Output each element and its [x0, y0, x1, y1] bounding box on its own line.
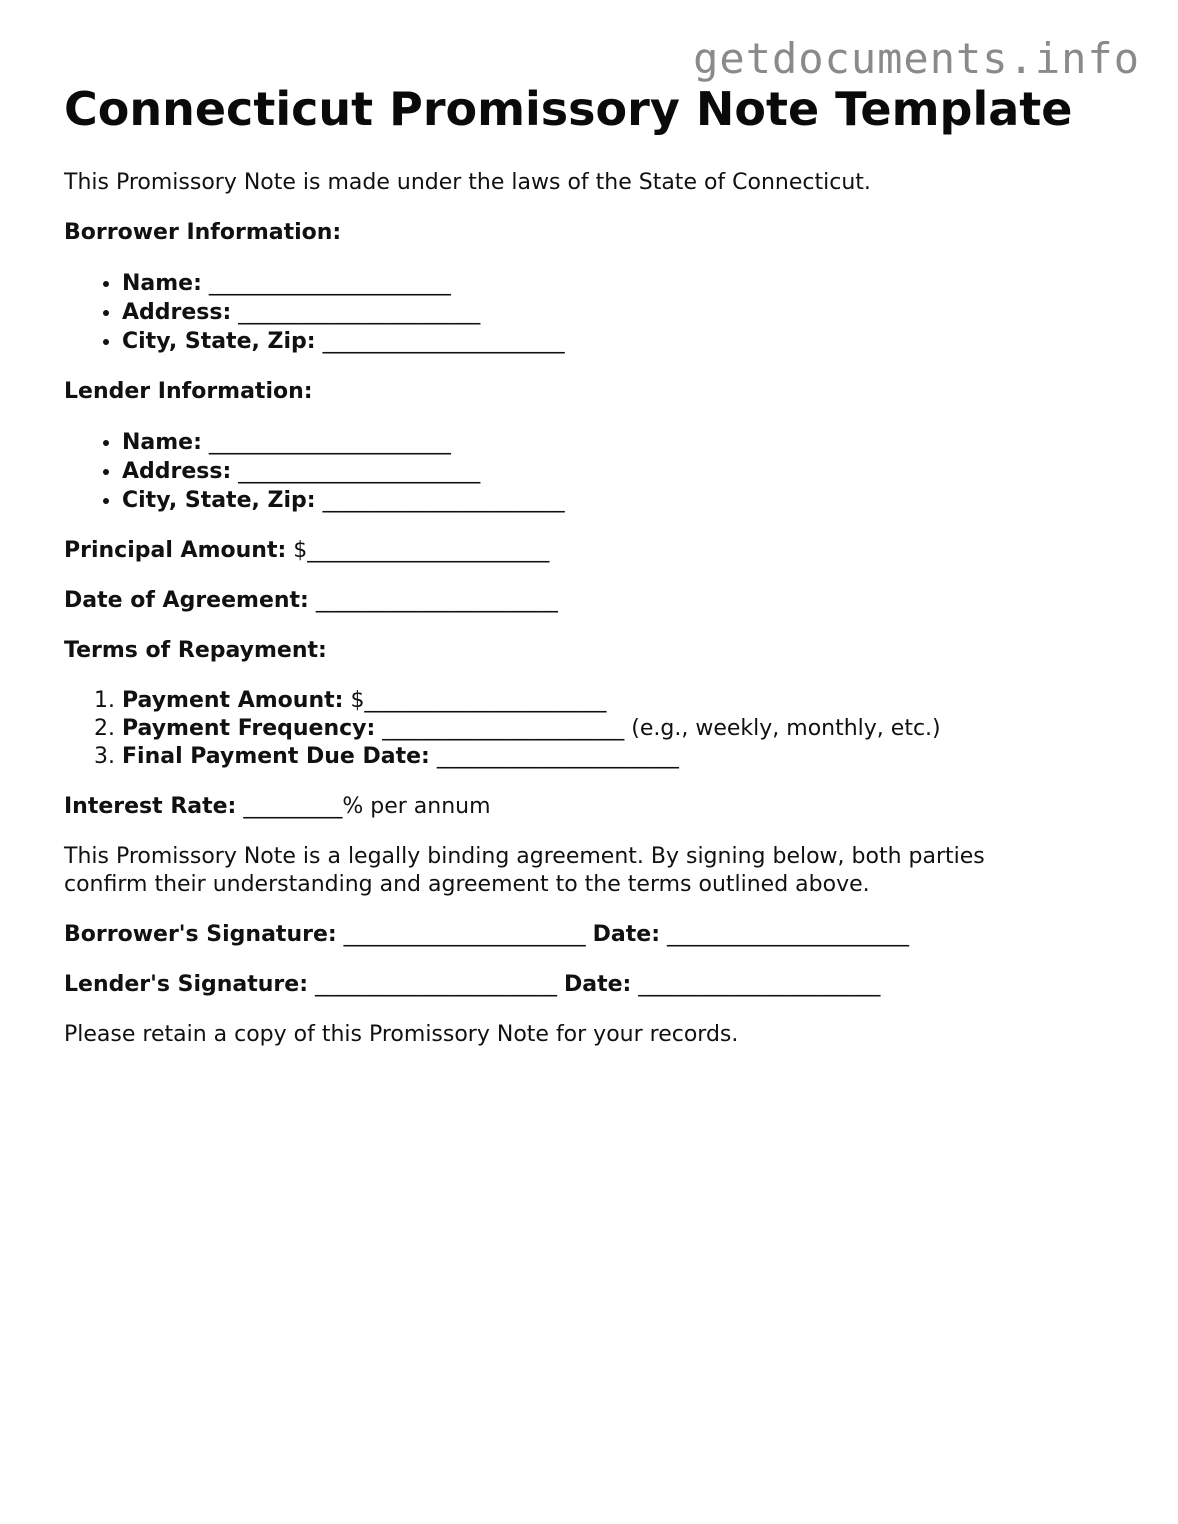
payment-amount-field: 1. Payment Amount: $______________________	[122, 687, 1124, 715]
payment-frequency-blank[interactable]: ______________________	[382, 716, 625, 742]
borrower-fields	[64, 269, 1124, 356]
borrower-address-blank[interactable]: ______________________	[238, 300, 481, 326]
closing-text: Please retain a copy of this Promissory Note for your records.	[64, 1022, 739, 1048]
borrower-name-field: • Name: ______________________	[122, 269, 1124, 298]
payment-amount-blank[interactable]: $______________________	[350, 688, 607, 714]
binding-agreement-text: This Promissory Note is a legally binding agreement. By signing below, both parties confirm their understanding and agreement to the terms outlined above.	[64, 844, 985, 898]
interest-rate-suffix: % per annum	[342, 794, 491, 820]
lender-signature-blank[interactable]: ______________________	[315, 972, 557, 998]
lender-fields	[64, 428, 1124, 515]
borrower-date-blank[interactable]: ______________________	[667, 922, 910, 948]
intro-text: This Promissory Note is made under the laws of the State of Connecticut.	[64, 170, 871, 196]
borrower-city-field: • City, State, Zip: ______________________	[122, 327, 1124, 356]
lender-heading: Lender Information:	[64, 379, 313, 405]
borrower-city-blank[interactable]: ______________________	[322, 329, 565, 355]
interest-rate-field: Interest Rate: _________% per annum	[64, 794, 491, 820]
borrower-signature-blank[interactable]: ______________________	[343, 922, 586, 948]
agreement-date-field: Date of Agreement: ______________________	[64, 588, 558, 614]
lender-city-field: • City, State, Zip: ______________________	[122, 486, 1124, 515]
principal-amount-blank[interactable]: $______________________	[293, 538, 550, 564]
terms-heading: Terms of Repayment:	[64, 638, 327, 664]
borrower-name-blank[interactable]: ______________________	[208, 271, 451, 297]
lender-date-blank[interactable]: ______________________	[638, 972, 881, 998]
payment-frequency-field: 2. Payment Frequency: ______________________ (e.g., weekly, monthly, etc.)	[122, 715, 1124, 743]
final-payment-date-field: 3. Final Payment Due Date: ______________________	[122, 743, 1124, 771]
terms-list	[64, 687, 1124, 771]
lender-address-field: • Address: ______________________	[122, 457, 1124, 486]
lender-name-field: • Name: ______________________	[122, 428, 1124, 457]
final-payment-date-blank[interactable]: ______________________	[436, 744, 679, 770]
lender-city-blank[interactable]: ______________________	[322, 488, 565, 514]
borrower-address-field: • Address: ______________________	[122, 298, 1124, 327]
payment-frequency-note: (e.g., weekly, monthly, etc.)	[631, 716, 941, 742]
lender-signature-line: Lender's Signature: ______________________ Date: ______________________	[64, 972, 881, 998]
lender-address-blank[interactable]: ______________________	[238, 459, 481, 485]
agreement-date-blank[interactable]: ______________________	[315, 588, 558, 614]
lender-name-blank[interactable]: ______________________	[208, 430, 451, 456]
watermark: getdocuments.info	[693, 34, 1140, 83]
principal-amount-field: Principal Amount: $______________________	[64, 538, 550, 564]
interest-rate-blank[interactable]: _________	[243, 794, 343, 820]
borrower-heading: Borrower Information:	[64, 220, 342, 246]
document-page	[64, 82, 1124, 1049]
borrower-signature-line: Borrower's Signature: ______________________ Date: ______________________	[64, 922, 910, 948]
page-title: Connecticut Promissory Note Template	[64, 82, 1073, 136]
